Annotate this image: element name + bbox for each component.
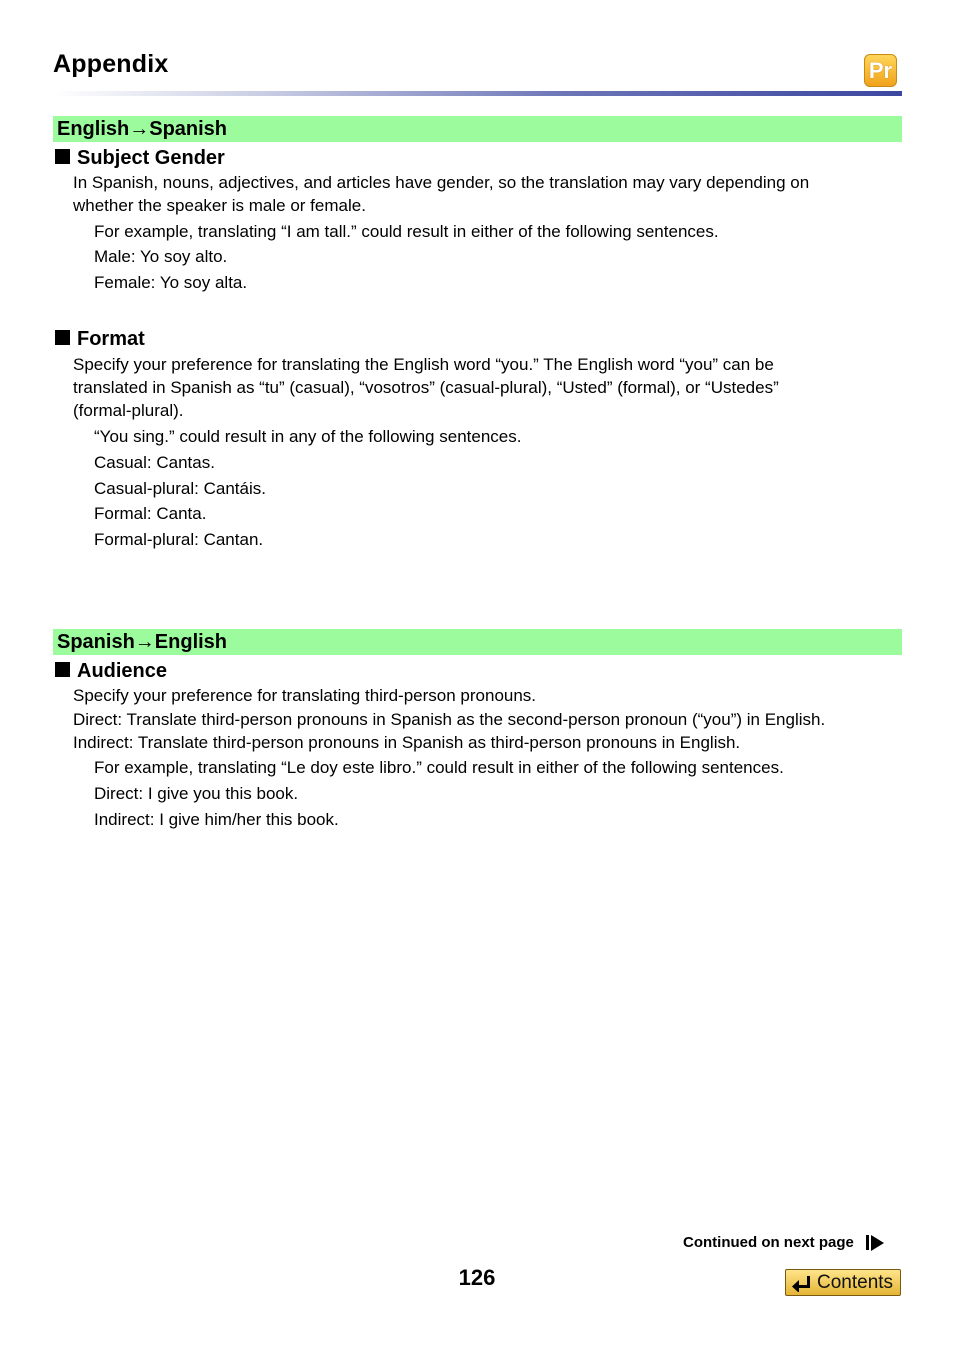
continued-label: Continued on next page xyxy=(683,1234,854,1251)
example-text: Male: Yo soy alto. xyxy=(94,247,228,266)
body-text: In Spanish, nouns, adjectives, and articles have gender, so the translation may vary depending on xyxy=(73,173,810,192)
example-text: For example, translating “I am tall.” could result in either of the following sentences. xyxy=(94,222,719,241)
subheading-label: Audience xyxy=(77,659,168,682)
example-text: Formal: Canta. xyxy=(94,504,207,523)
example-text: Casual: Cantas. xyxy=(94,453,215,472)
body-text: translated in Spanish as “tu” (casual), “vosotros” (casual-plural), “Usted” (formal), or “Ustedes” xyxy=(73,378,779,397)
square-bullet-icon xyxy=(55,149,70,164)
square-bullet-icon xyxy=(55,330,70,345)
contents-button-label: Contents xyxy=(817,1271,894,1293)
subheading-subject-gender xyxy=(55,146,225,170)
example-text: Formal-plural: Cantan. xyxy=(94,530,264,549)
example-text: Casual-plural: Cantáis. xyxy=(94,479,266,498)
body-text: Direct: Translate third-person pronouns in Spanish as the second-person pronoun (“you”) in English. xyxy=(73,710,826,729)
next-page-arrow-icon xyxy=(866,1235,884,1251)
section-heading-spanish-english xyxy=(53,629,902,655)
subheading-format xyxy=(55,327,145,351)
return-arrow-icon xyxy=(791,1274,813,1292)
subheading-label: Format xyxy=(77,327,145,350)
contents-button[interactable] xyxy=(785,1269,901,1296)
example-text: Female: Yo soy alta. xyxy=(94,273,248,292)
title-rule xyxy=(53,91,902,96)
subheading-label: Subject Gender xyxy=(77,146,225,169)
subheading-audience xyxy=(55,659,167,683)
page-title: Appendix xyxy=(53,50,169,78)
pr-badge-icon: Pr xyxy=(864,54,897,87)
section-heading-label: English→Spanish xyxy=(57,118,228,140)
body-text: Indirect: Translate third-person pronouns in Spanish as third-person pronouns in English. xyxy=(73,733,741,752)
example-text: For example, translating “Le doy este libro.” could result in either of the following sentences. xyxy=(94,758,784,777)
section-heading-english-spanish xyxy=(53,116,902,142)
example-text: Direct: I give you this book. xyxy=(94,784,299,803)
example-text: “You sing.” could result in any of the following sentences. xyxy=(94,427,522,446)
continued-next-page-link[interactable] xyxy=(683,1234,884,1251)
section-heading-label: Spanish→English xyxy=(57,631,228,653)
body-text: (formal-plural). xyxy=(73,401,184,420)
square-bullet-icon xyxy=(55,662,70,677)
example-text: Indirect: I give him/her this book. xyxy=(94,810,339,829)
page-number: 126 xyxy=(458,1265,496,1290)
body-text: whether the speaker is male or female. xyxy=(73,196,366,215)
body-text: Specify your preference for translating third-person pronouns. xyxy=(73,686,537,705)
body-text: Specify your preference for translating the English word “you.” The English word “you” can be xyxy=(73,355,774,374)
